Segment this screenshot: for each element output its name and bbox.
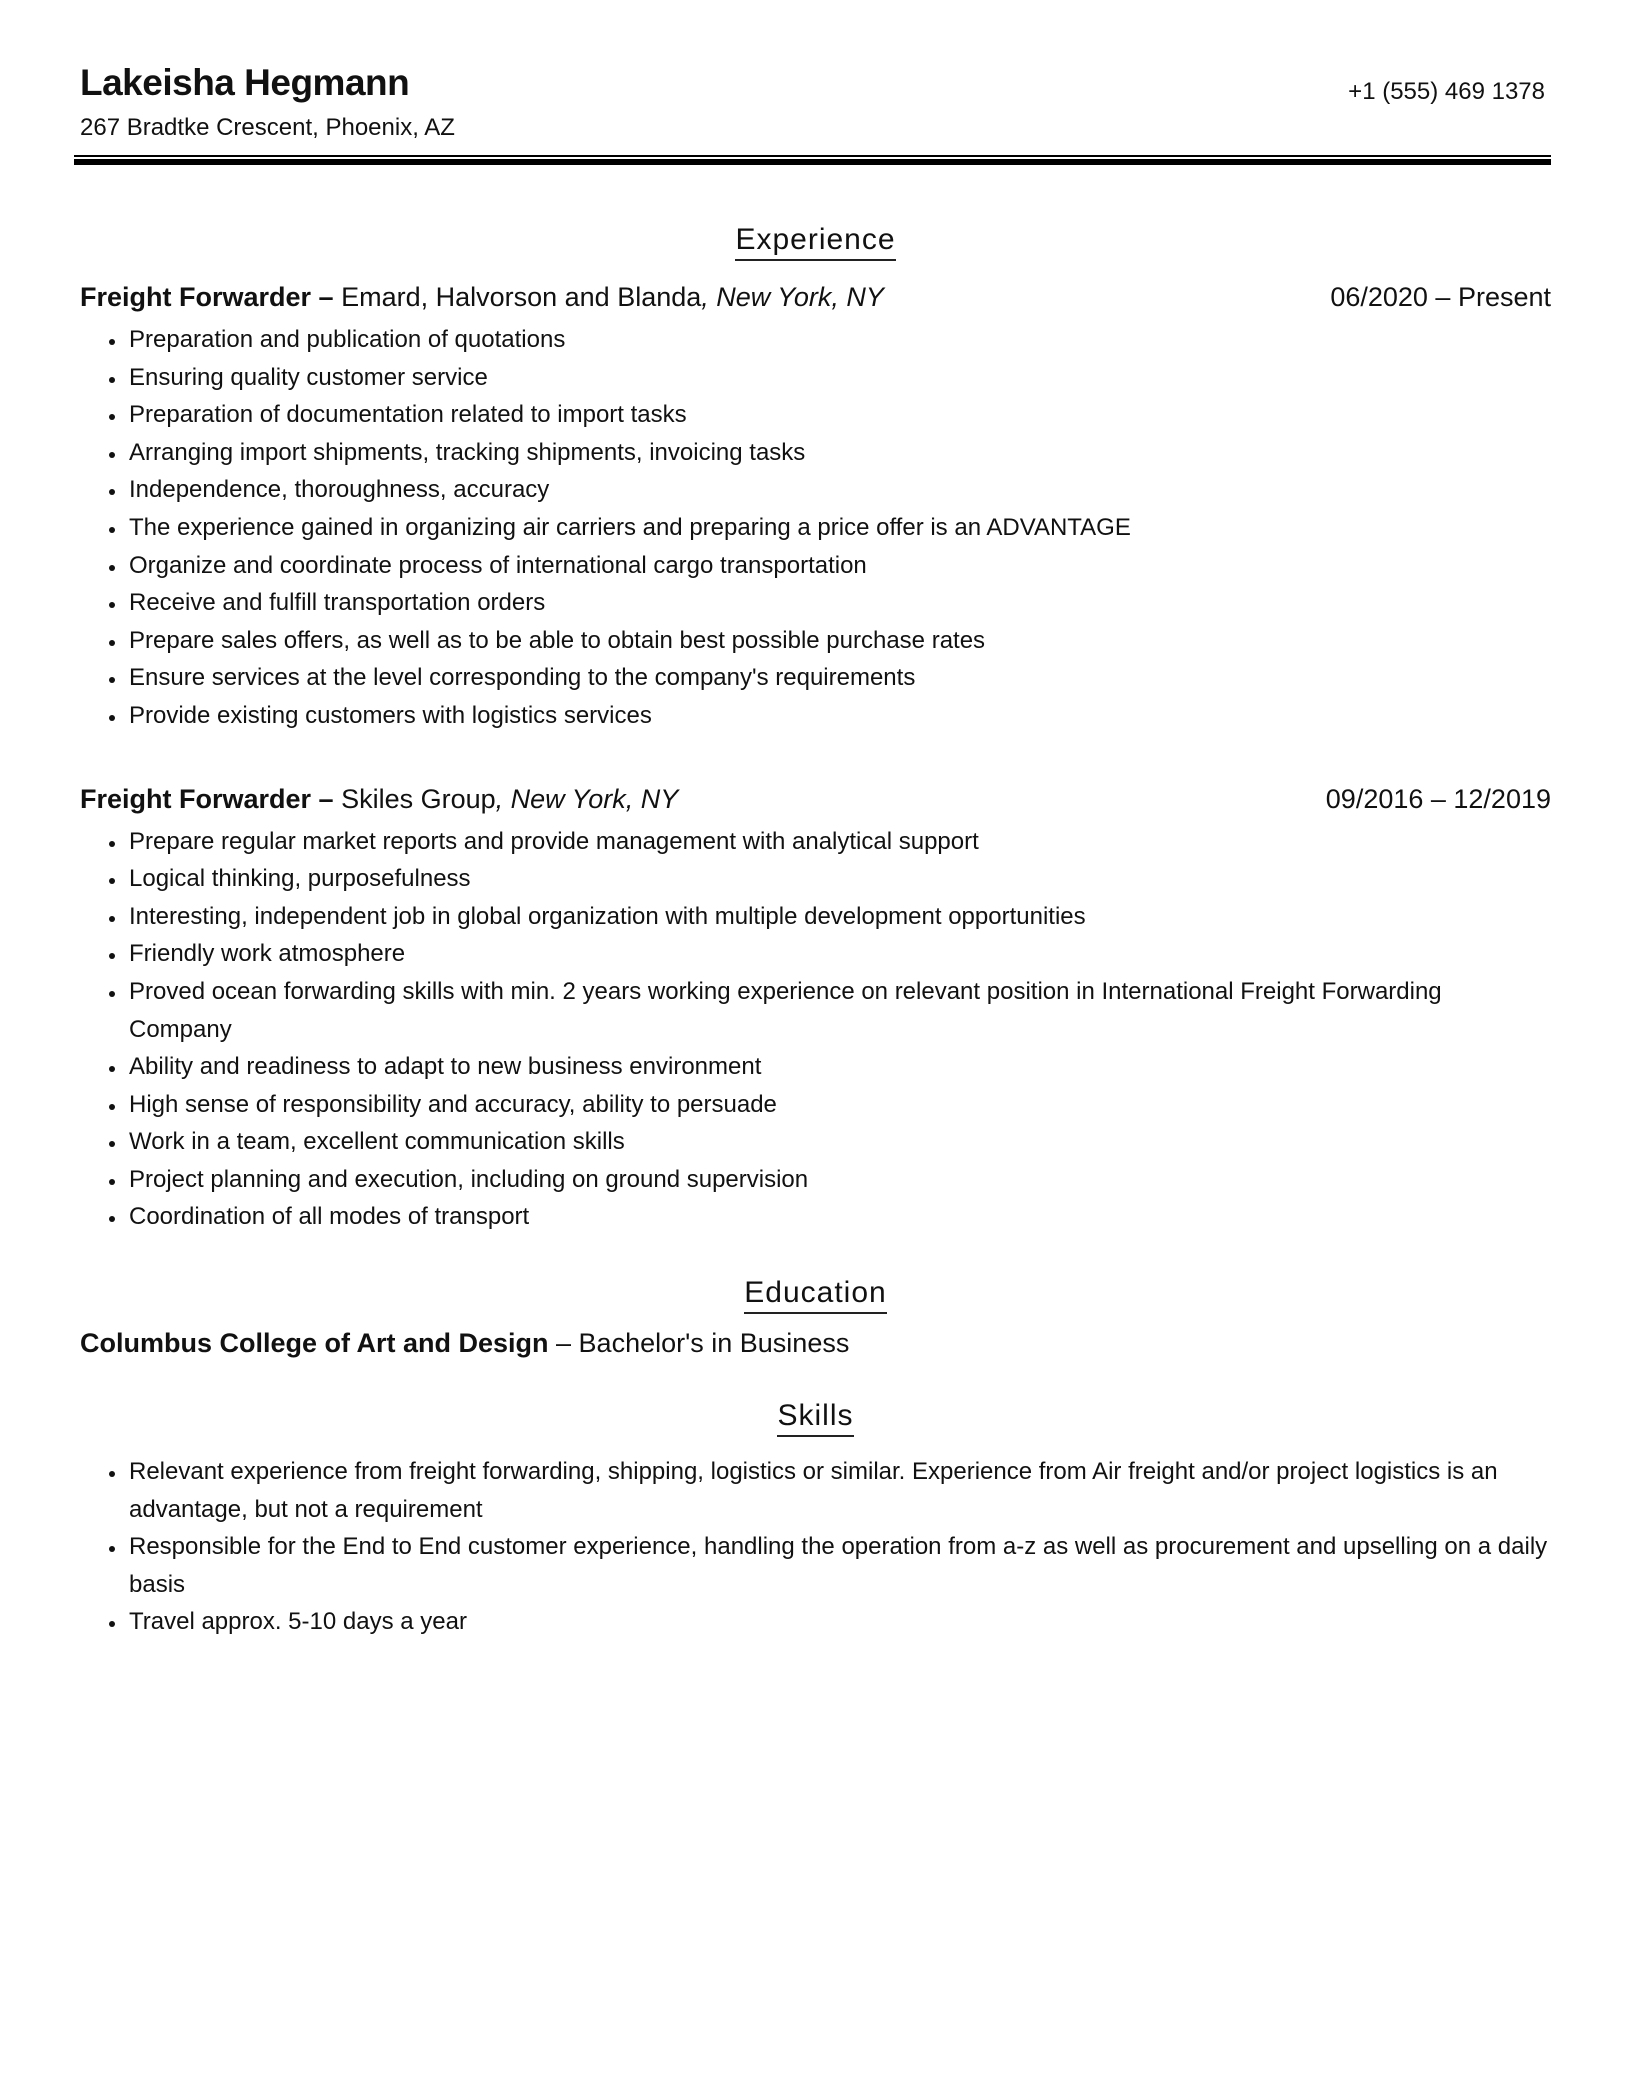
job-entry: [80, 279, 1551, 735]
address: 267 Bradtke Crescent, Phoenix, AZ: [80, 114, 455, 141]
list-item: • Ensure services at the level corresponding to the company's requirements: [127, 659, 1551, 697]
skill-item: • Responsible for the End to End customer experience, handling the operation from a-z as well as procurement and upselling on a daily basis: [127, 1528, 1551, 1603]
education-heading-text: Education: [744, 1276, 886, 1314]
company: Emard, Halvorson and Blanda: [341, 282, 702, 312]
list-item: • Coordination of all modes of transport: [127, 1198, 1551, 1236]
list-item: • Organize and coordinate process of international cargo transportation: [127, 547, 1551, 585]
school: Columbus College of Art and Design: [80, 1328, 549, 1359]
list-item: • Project planning and execution, including on ground supervision: [127, 1161, 1551, 1199]
job-entry: [80, 781, 1551, 1237]
experience-heading-text: Experience: [735, 223, 895, 261]
job-bullets: [80, 321, 1551, 735]
resume-header: [80, 0, 1551, 150]
list-item: • Preparation of documentation related to import tasks: [127, 396, 1551, 434]
job-dates: 06/2020 – Present: [1330, 282, 1551, 312]
education-entry: [80, 1328, 1551, 1359]
skills-list: [80, 1453, 1551, 1641]
list-item: • Interesting, independent job in global organization with multiple development opportunities: [127, 898, 1551, 936]
header-divider: [74, 155, 1551, 165]
list-item: • Ensuring quality customer service: [127, 359, 1551, 397]
job-bullets: [80, 823, 1551, 1237]
list-item: • Preparation and publication of quotations: [127, 321, 1551, 359]
list-item: • Friendly work atmosphere: [127, 935, 1551, 973]
list-item: • Proved ocean forwarding skills with min. 2 years working experience on relevant position in International Freight Forwarding Company: [127, 973, 1551, 1048]
list-item: • Arranging import shipments, tracking shipments, invoicing tasks: [127, 434, 1551, 472]
list-item: • Provide existing customers with logistics services: [127, 697, 1551, 735]
list-item: • Prepare sales offers, as well as to be able to obtain best possible purchase rates: [127, 622, 1551, 660]
job-header: [80, 279, 1551, 315]
job-role: Freight Forwarder –: [80, 282, 334, 312]
location: , New York, NY: [701, 282, 884, 312]
experience-list: [80, 279, 1551, 1236]
skills-heading: [80, 1399, 1551, 1437]
list-item: • Ability and readiness to adapt to new business environment: [127, 1048, 1551, 1086]
skills-heading-text: Skills: [777, 1399, 853, 1437]
list-item: • Work in a team, excellent communication skills: [127, 1123, 1551, 1161]
list-item: • The experience gained in organizing air carriers and preparing a price offer is an ADVANTAGE: [127, 509, 1551, 547]
list-item: • Receive and fulfill transportation orders: [127, 584, 1551, 622]
list-item: • Independence, thoroughness, accuracy: [127, 471, 1551, 509]
list-item: • Logical thinking, purposefulness: [127, 860, 1551, 898]
skill-item: • Travel approx. 5-10 days a year: [127, 1603, 1551, 1641]
job-dates: 09/2016 – 12/2019: [1325, 783, 1551, 814]
phone: +1 (555) 469 1378: [1348, 78, 1545, 105]
education-heading: [80, 1276, 1551, 1314]
list-item: • Prepare regular market reports and provide management with analytical support: [127, 823, 1551, 861]
list-item: • High sense of responsibility and accuracy, ability to persuade: [127, 1086, 1551, 1124]
degree: – Bachelor's in Business: [548, 1328, 850, 1359]
company: Skiles Group: [341, 783, 496, 814]
resume: [80, 0, 1551, 1641]
job-role: Freight Forwarder –: [80, 783, 334, 814]
experience-heading: [80, 223, 1551, 261]
job-header: [80, 781, 1551, 817]
candidate-name: Lakeisha Hegmann: [80, 62, 410, 103]
skill-item: • Relevant experience from freight forwarding, shipping, logistics or similar. Experience from Air freight and/or project logistics is an advantage, but not a requirement: [127, 1453, 1551, 1528]
location: , New York, NY: [495, 783, 679, 814]
